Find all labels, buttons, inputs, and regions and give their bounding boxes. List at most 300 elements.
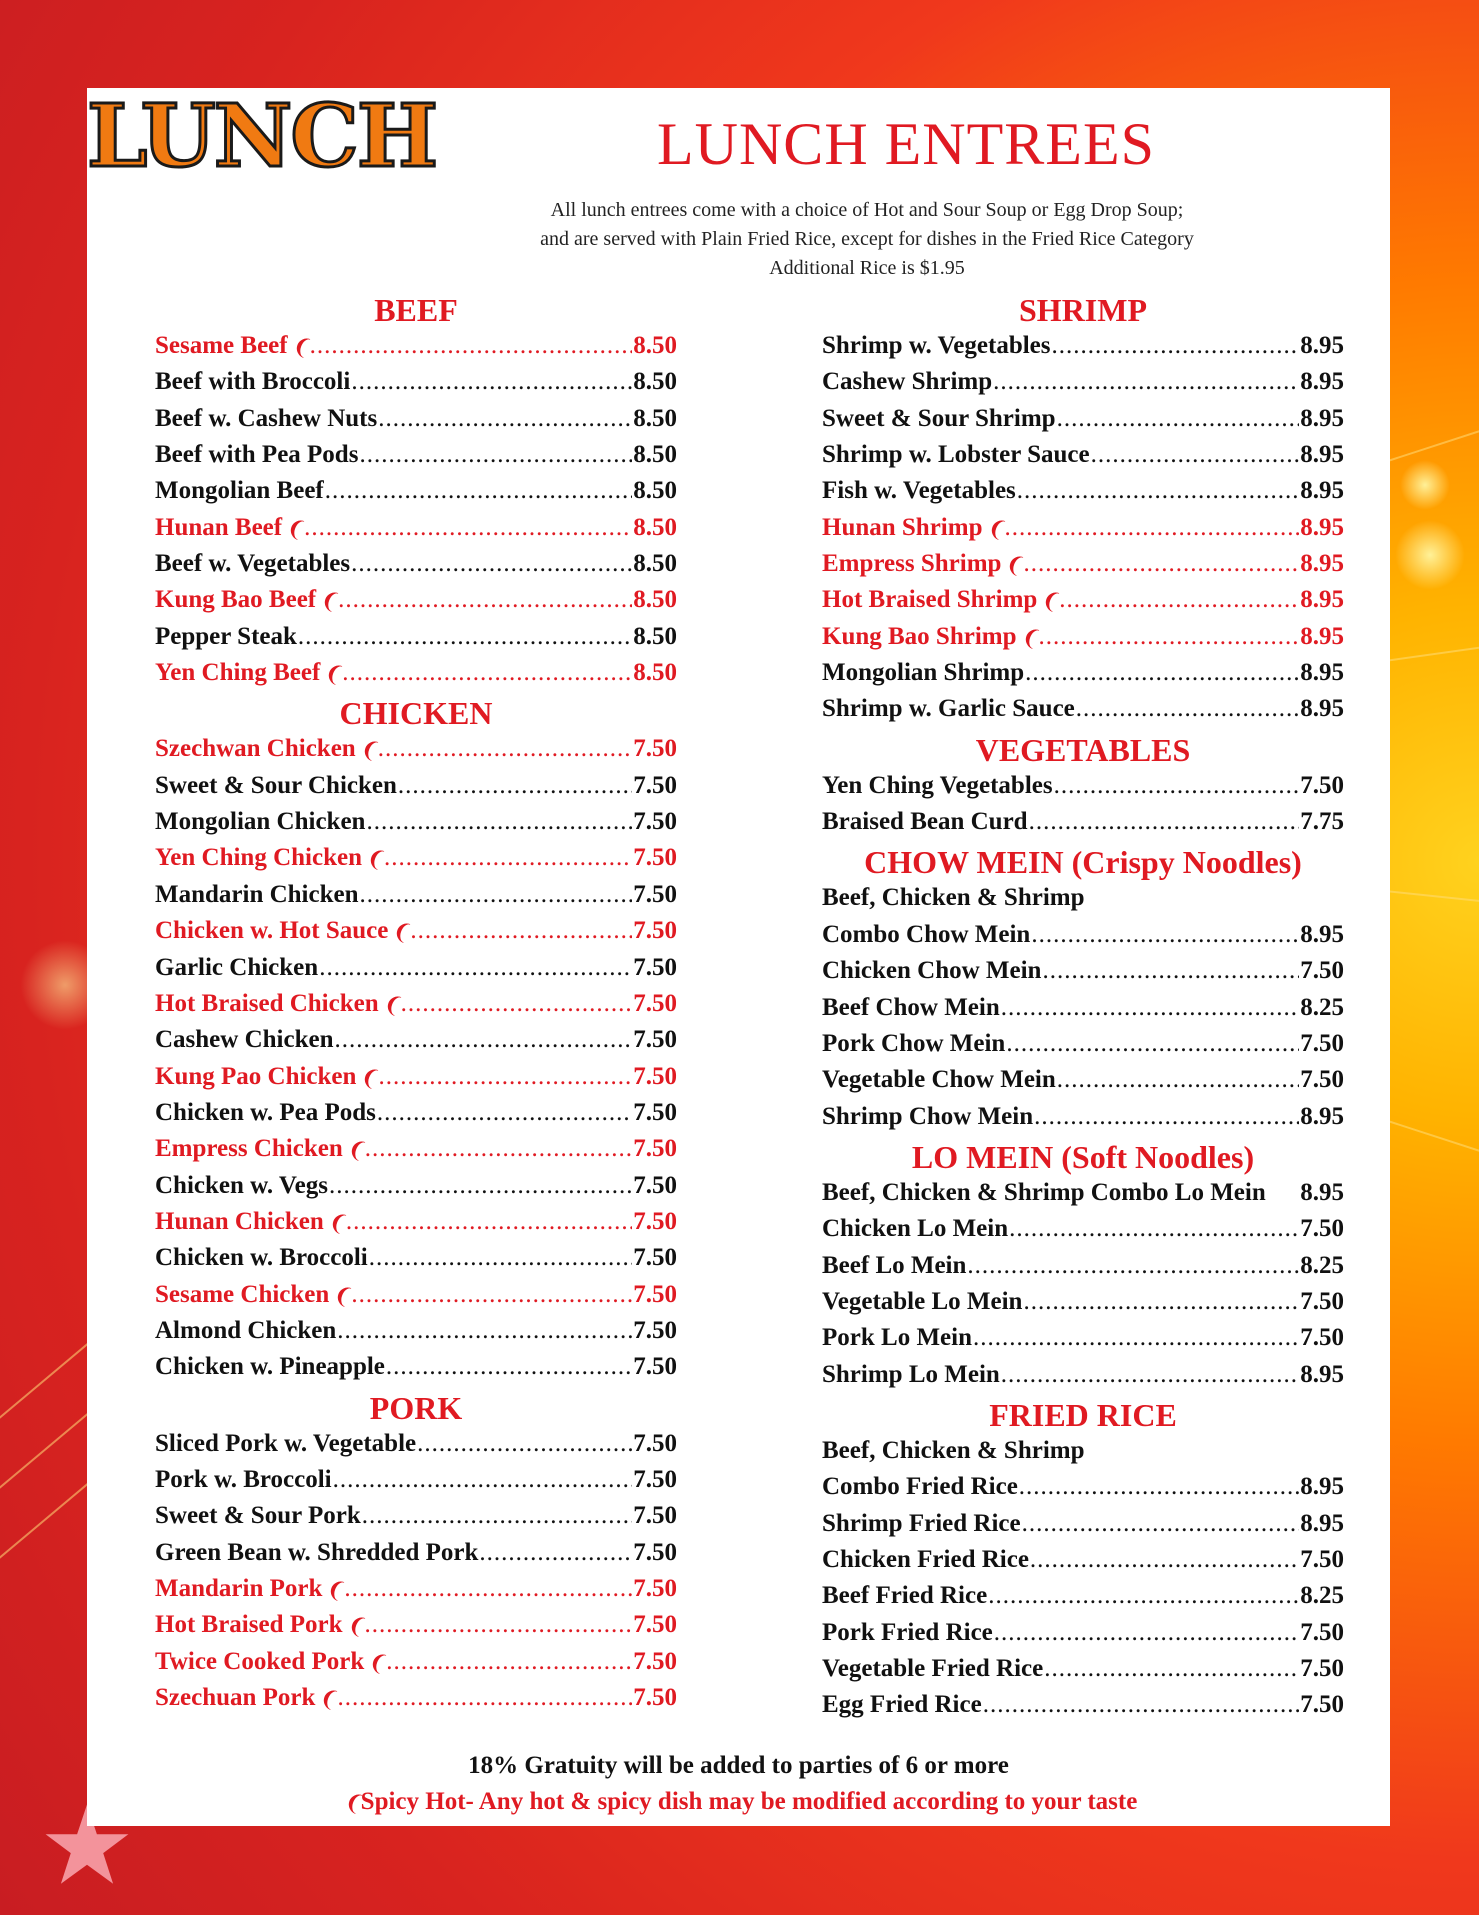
- menu-item: [822, 1284, 1344, 1320]
- chili-pepper-icon: ❨: [983, 513, 1010, 543]
- menu-item-name: Hunan Shrimp: [822, 513, 983, 541]
- menu-item-name: Braised Bean Curd: [822, 808, 1028, 836]
- dot-leader: [1001, 1357, 1299, 1393]
- menu-item-name: Sweet & Sour Chicken: [155, 771, 397, 799]
- menu-item-price: 7.50: [1300, 1029, 1344, 1057]
- lunch-logo: LUNCH: [87, 86, 437, 187]
- menu-item-price: 8.95: [1300, 550, 1344, 578]
- menu-item: [822, 1062, 1344, 1098]
- menu-item-name: Combo Chow Mein: [822, 920, 1031, 948]
- dot-leader: [384, 840, 632, 876]
- menu-item-price: 7.50: [1300, 1691, 1344, 1719]
- dot-leader: [304, 510, 632, 546]
- dot-leader: [1052, 328, 1300, 364]
- menu-item-price: 7.50: [633, 1647, 677, 1675]
- menu-item: [822, 655, 1344, 691]
- menu-item: [155, 950, 677, 986]
- menu-item-name: Chicken w. Hot Sauce: [155, 917, 389, 945]
- menu-item-price: 8.95: [1300, 477, 1344, 505]
- intro-line: and are served with Plain Fried Rice, except for dishes in the Fried Rice Category: [540, 228, 1194, 250]
- menu-item: [822, 1615, 1344, 1651]
- dot-leader: [417, 1426, 632, 1462]
- menu-item-price: 7.50: [1300, 1655, 1344, 1682]
- dot-leader: [1022, 1506, 1300, 1542]
- dot-leader: [298, 619, 632, 655]
- chili-pepper-icon: ❨: [365, 1647, 392, 1677]
- menu-item: [155, 437, 677, 473]
- menu-item-name: Vegetable Fried Rice: [822, 1655, 1044, 1682]
- section-note: Beef, Chicken & Shrimp: [822, 884, 1085, 912]
- menu-item-name: Beef w. Cashew Nuts: [155, 404, 378, 432]
- menu-item-price: 8.50: [633, 586, 677, 614]
- chili-pepper-icon: ❨: [389, 916, 416, 947]
- menu-item-name: Twice Cooked Pork: [155, 1647, 365, 1675]
- dot-leader: [1054, 768, 1300, 804]
- dot-leader: [1023, 546, 1299, 582]
- menu-item-name: Almond Chicken: [155, 1316, 337, 1344]
- menu-item: [822, 953, 1344, 989]
- menu-item: [822, 1687, 1344, 1723]
- section-title-pork: PORK: [369, 1389, 463, 1426]
- menu-item-price: 7.50: [633, 1207, 677, 1235]
- menu-item: [822, 1578, 1344, 1614]
- menu-item-name: Sesame Beef: [155, 332, 288, 359]
- menu-item-price: 7.50: [633, 1611, 677, 1639]
- menu-item: [155, 1313, 677, 1349]
- dot-leader: [335, 1022, 633, 1058]
- menu-item-price: 7.50: [633, 808, 677, 836]
- menu-item: [822, 401, 1344, 437]
- menu-item-name: Cashew Chicken: [155, 1026, 334, 1054]
- dot-leader: [1001, 990, 1300, 1026]
- intro-text: [367, 196, 1367, 283]
- menu-item-price: 8.95: [1300, 622, 1344, 650]
- dot-leader: [1019, 1469, 1299, 1505]
- menu-item: [822, 804, 1344, 840]
- section-title-lo-mein-soft-noodles: LO MEIN (Soft Noodles): [911, 1138, 1255, 1175]
- dot-leader: [1057, 401, 1300, 437]
- menu-item-price: 8.95: [1300, 332, 1344, 359]
- menu-item-price: 8.95: [1300, 441, 1344, 469]
- menu-item-name: Chicken Lo Mein: [822, 1215, 1009, 1243]
- menu-item: [822, 619, 1344, 655]
- menu-item-name: Mongolian Chicken: [155, 808, 366, 836]
- menu-item: [822, 510, 1344, 546]
- menu-item-name: Empress Chicken: [155, 1135, 343, 1163]
- section-title-beef: BEEF: [374, 292, 458, 328]
- menu-item-price: 8.50: [633, 441, 677, 469]
- menu-item: [822, 582, 1344, 618]
- menu-item: [155, 1462, 677, 1498]
- dot-leader: [1030, 1542, 1299, 1578]
- menu-item-price: 7.50: [633, 1280, 677, 1308]
- dot-leader: [366, 804, 632, 840]
- menu-item-name: Mandarin Pork: [155, 1575, 323, 1602]
- menu-item-price: 8.95: [1300, 1509, 1344, 1537]
- menu-item-name: Chicken w. Vegs: [155, 1171, 328, 1199]
- menu-item-price: 8.50: [633, 550, 677, 578]
- dot-leader: [325, 473, 633, 509]
- menu-item-price: 8.95: [1300, 368, 1344, 396]
- chili-pepper-icon: ❨: [379, 989, 406, 1020]
- menu-item-name: Chicken w. Broccoli: [155, 1244, 368, 1272]
- menu-item-name: Empress Shrimp: [822, 550, 1002, 578]
- page-title: LUNCH ENTREES: [657, 111, 1155, 177]
- menu-item: [155, 768, 677, 804]
- menu-item-name: Sliced Pork w. Vegetable: [155, 1429, 417, 1457]
- chili-pepper-icon: ❨: [344, 1134, 370, 1165]
- dot-leader: [479, 1535, 632, 1571]
- menu-item: [155, 1022, 677, 1058]
- dot-leader: [344, 1571, 632, 1607]
- dot-leader: [351, 1277, 632, 1313]
- menu-item: [822, 1026, 1344, 1062]
- section-title-fried-rice: FRIED RICE: [989, 1396, 1177, 1433]
- menu-item-name: Beef Lo Mein: [822, 1251, 967, 1279]
- dot-leader: [988, 1578, 1299, 1614]
- menu-item-price: 7.50: [633, 1062, 677, 1090]
- menu-item-price: 8.95: [1300, 920, 1344, 948]
- menu-item: [155, 1535, 677, 1571]
- dot-leader: [337, 1680, 632, 1716]
- menu-item: [822, 1651, 1344, 1687]
- menu-item-price: 7.50: [633, 1465, 677, 1493]
- dot-leader: [351, 364, 632, 400]
- intro-line: All lunch entrees come with a choice of Hot and Sour Soup or Egg Drop Soup;: [550, 199, 1184, 221]
- menu-item-price: 7.50: [633, 1135, 677, 1163]
- menu-item: [822, 1099, 1344, 1135]
- menu-item: [155, 1607, 677, 1643]
- menu-item-price: 7.50: [633, 844, 677, 872]
- menu-item-name: Pork Chow Mein: [822, 1029, 1006, 1057]
- menu-item-price: 8.50: [633, 368, 677, 396]
- menu-item-name: Hot Braised Chicken: [155, 989, 379, 1017]
- menu-item: [155, 804, 677, 840]
- dot-leader: [983, 1687, 1300, 1723]
- dot-leader: [378, 1059, 632, 1095]
- menu-item-price: 8.95: [1300, 513, 1344, 541]
- dot-leader: [378, 401, 632, 437]
- menu-item: [155, 1680, 677, 1716]
- menu-item-name: Shrimp Chow Mein: [822, 1102, 1034, 1130]
- dot-leader: [1031, 917, 1299, 953]
- dot-leader: [377, 1095, 632, 1131]
- menu-item: [155, 582, 677, 618]
- menu-item-name: Sweet & Sour Pork: [155, 1502, 361, 1530]
- menu-item-name: Szechwan Chicken: [155, 735, 356, 763]
- menu-item-name: Vegetable Lo Mein: [822, 1287, 1023, 1315]
- chili-pepper-icon: ❨: [288, 331, 315, 362]
- menu-item-price: 7.50: [633, 1316, 677, 1344]
- menu-item-price: 7.50: [633, 1244, 677, 1272]
- menu-item: [155, 1498, 677, 1534]
- menu-item-price: 8.95: [1300, 1102, 1344, 1130]
- menu-item: [155, 840, 677, 876]
- menu-item-name: Beef with Pea Pods: [155, 441, 359, 469]
- menu-item-price: 7.50: [1300, 1324, 1344, 1352]
- menu-item-price: 7.50: [633, 1353, 677, 1381]
- menu-item-price: 7.50: [633, 735, 677, 763]
- dot-leader: [1039, 619, 1300, 655]
- dot-leader: [360, 877, 633, 913]
- menu-item: [822, 917, 1344, 953]
- menu-item-price: 8.25: [1300, 1582, 1344, 1610]
- menu-item: [155, 1240, 677, 1276]
- spicy-legend-text: Spicy Hot- Any hot & spicy dish may be modified according to your taste: [360, 1788, 1138, 1815]
- menu-item: [155, 1168, 677, 1204]
- menu-item-price: 8.50: [633, 659, 677, 687]
- dot-leader: [1042, 953, 1299, 989]
- dot-leader: [1006, 1026, 1299, 1062]
- section-title-chicken: CHICKEN: [339, 695, 493, 732]
- menu-item-name: Mandarin Chicken: [155, 880, 359, 908]
- menu-item-price: 8.50: [633, 404, 677, 432]
- menu-item: [822, 1320, 1344, 1356]
- menu-item-name: Shrimp w. Lobster Sauce: [822, 441, 1090, 469]
- menu-item: [822, 1248, 1344, 1284]
- dot-leader: [351, 546, 632, 582]
- dot-leader: [1009, 1211, 1299, 1247]
- menu-item-price: 8.50: [633, 477, 677, 505]
- chili-pepper-icon: ❨: [343, 1610, 370, 1641]
- menu-item-price: 7.50: [1300, 771, 1344, 799]
- menu-item-name: Vegetable Chow Mein: [822, 1066, 1056, 1094]
- chili-pepper-icon: ❨: [1038, 585, 1065, 616]
- menu-item-name: Pork Lo Mein: [822, 1324, 972, 1352]
- menu-item-name: Chicken Chow Mein: [822, 957, 1042, 985]
- dot-leader: [1017, 473, 1299, 509]
- menu-item: [155, 401, 677, 437]
- menu-item-name: Green Bean w. Shredded Pork: [155, 1538, 479, 1566]
- menu-item-name: Mongolian Shrimp: [822, 659, 1025, 687]
- dot-leader: [365, 1131, 632, 1167]
- dot-leader: [410, 913, 632, 949]
- dot-leader: [1057, 1062, 1299, 1098]
- menu-item-price: 7.50: [633, 1429, 677, 1457]
- menu-item: [822, 1542, 1344, 1578]
- dot-leader: [993, 364, 1299, 400]
- menu-item-name: Yen Ching Vegetables: [822, 771, 1053, 799]
- dot-leader: [1005, 510, 1300, 546]
- menu-item-name: Chicken w. Pineapple: [155, 1353, 385, 1381]
- menu-item: [155, 328, 677, 364]
- dot-leader: [1023, 1284, 1299, 1320]
- menu-item-price: 7.50: [633, 989, 677, 1017]
- menu-item-name: Yen Ching Beef: [155, 659, 321, 687]
- menu-item: [155, 655, 677, 691]
- menu-item-price: 7.50: [633, 1171, 677, 1199]
- dot-leader: [333, 1462, 633, 1498]
- menu-item-name: Cashew Shrimp: [822, 368, 993, 396]
- menu-item: [822, 364, 1344, 400]
- menu-item-name: Shrimp w. Garlic Sauce: [822, 695, 1075, 723]
- menu-item-price: 8.25: [1300, 1251, 1344, 1279]
- dot-leader: [386, 1349, 632, 1385]
- dot-leader: [967, 1248, 1299, 1284]
- menu-item-name: Beef Fried Rice: [822, 1582, 988, 1610]
- chili-pepper-icon: ❨: [340, 1787, 367, 1818]
- menu-item: [822, 1211, 1344, 1247]
- chili-pepper-icon: ❨: [330, 1279, 357, 1310]
- dot-leader: [401, 986, 633, 1022]
- menu-item-name: Hot Braised Shrimp: [822, 586, 1038, 614]
- menu-item-price: 7.50: [633, 1026, 677, 1054]
- menu-item: [155, 986, 677, 1022]
- dot-leader: [319, 950, 632, 986]
- menu-item-price: 7.50: [633, 917, 677, 945]
- menu-item: [155, 1426, 677, 1462]
- dot-leader: [1091, 437, 1300, 473]
- menu-item: [155, 1571, 677, 1607]
- menu-item: [822, 1469, 1344, 1505]
- menu-item: [822, 437, 1344, 473]
- menu-item-price: 7.50: [1300, 1545, 1344, 1573]
- menu-item-name: Sesame Chicken: [155, 1280, 330, 1308]
- dot-leader: [359, 437, 632, 473]
- section-note: Beef, Chicken & Shrimp: [822, 1436, 1085, 1464]
- menu-item-price: 7.50: [633, 1098, 677, 1126]
- dot-leader: [1059, 582, 1299, 618]
- menu-item-price: 7.50: [1300, 1066, 1344, 1094]
- dot-leader: [329, 1168, 632, 1204]
- menu-item-name: Pepper Steak: [155, 622, 297, 650]
- menu-item: [155, 877, 677, 913]
- menu-item-price: 7.50: [633, 771, 677, 799]
- dot-leader: [1034, 1099, 1299, 1135]
- menu-item-price: 8.95: [1300, 695, 1344, 723]
- spicy-legend: [87, 1788, 1390, 1816]
- menu-item: [155, 546, 677, 582]
- menu-item: [155, 1204, 677, 1240]
- chili-pepper-icon: ❨: [283, 513, 310, 543]
- menu-item-price: 8.25: [1300, 993, 1344, 1021]
- dot-leader: [338, 582, 632, 618]
- menu-item-price: 7.50: [1300, 1215, 1344, 1243]
- menu-item-name: Combo Fried Rice: [822, 1473, 1018, 1501]
- menu-item-price: 7.75: [1300, 808, 1344, 836]
- menu-item-name: Yen Ching Chicken: [155, 844, 362, 872]
- chili-pepper-icon: ❨: [363, 843, 390, 874]
- gratuity-note: 18% Gratuity will be added to parties of 6 or more: [468, 1752, 1009, 1779]
- menu-item-name: Kung Bao Shrimp: [822, 622, 1017, 650]
- chili-pepper-icon: ❨: [1017, 622, 1044, 652]
- menu-item-name: Hot Braised Pork: [155, 1611, 343, 1639]
- menu-item-name: Kung Pao Chicken: [155, 1062, 357, 1090]
- dot-leader: [369, 1240, 633, 1276]
- menu-item: [822, 1506, 1344, 1542]
- menu-item: [822, 1175, 1344, 1211]
- chili-pepper-icon: ❨: [323, 1574, 350, 1605]
- menu-item-price: 8.95: [1300, 1178, 1344, 1206]
- menu-item-price: 8.95: [1300, 659, 1344, 687]
- menu-item: [822, 990, 1344, 1026]
- left-menu-column: [155, 288, 677, 1716]
- menu-item-name: Egg Fried Rice: [822, 1691, 982, 1719]
- chili-pepper-icon: ❨: [325, 1207, 352, 1238]
- menu-item: [155, 731, 677, 767]
- menu-item-price: 7.50: [1300, 957, 1344, 985]
- menu-item: [822, 546, 1344, 582]
- menu-item: [822, 328, 1344, 364]
- section-title-vegetables: VEGETABLES: [975, 731, 1191, 768]
- menu-item: [155, 1095, 677, 1131]
- menu-item-name: Beef w. Vegetables: [155, 550, 351, 578]
- chili-pepper-icon: ❨: [1002, 549, 1029, 580]
- section-title-chow-mein-crispy-noodles: CHOW MEIN (Crispy Noodles): [864, 844, 1302, 881]
- menu-item-name: Shrimp w. Vegetables: [822, 332, 1051, 359]
- right-menu-column: [822, 288, 1344, 1724]
- menu-item: [822, 473, 1344, 509]
- dot-leader: [365, 1607, 633, 1643]
- menu-item-price: 7.50: [633, 880, 677, 908]
- dot-leader: [994, 1615, 1299, 1651]
- menu-item-name: Pork w. Broccoli: [155, 1465, 332, 1493]
- chili-pepper-icon: ❨: [357, 734, 383, 765]
- menu-item: [822, 1357, 1344, 1393]
- dot-leader: [386, 1644, 632, 1680]
- menu-item-name: Shrimp Lo Mein: [822, 1360, 1000, 1388]
- menu-item-name: Sweet & Sour Shrimp: [822, 404, 1056, 432]
- menu-item: [155, 1059, 677, 1095]
- dot-leader: [362, 1498, 632, 1534]
- dot-leader: [1029, 804, 1300, 840]
- menu-panel: [87, 88, 1390, 1826]
- menu-item-name: Hunan Beef: [155, 513, 283, 541]
- menu-item-name: Beef Chow Mein: [822, 993, 1000, 1021]
- menu-item: [155, 364, 677, 400]
- menu-item-price: 7.50: [633, 1538, 677, 1566]
- menu-item-name: Garlic Chicken: [155, 953, 319, 981]
- menu-item-name: Szechuan Pork: [155, 1684, 316, 1712]
- dot-leader: [346, 1204, 632, 1240]
- menu-item-price: 7.50: [633, 953, 677, 981]
- menu-item-name: Beef with Broccoli: [155, 368, 351, 396]
- menu-item: [155, 1644, 677, 1680]
- menu-item-name: Beef, Chicken & Shrimp Combo Lo Mein: [822, 1178, 1266, 1206]
- menu-item-name: Pork Fried Rice: [822, 1618, 993, 1646]
- menu-item: [155, 1131, 677, 1167]
- dot-leader: [342, 655, 632, 691]
- menu-item: [155, 1277, 677, 1313]
- menu-item-price: 8.95: [1300, 1360, 1344, 1388]
- menu-item-name: Kung Bao Beef: [155, 586, 317, 614]
- dot-leader: [973, 1320, 1299, 1356]
- menu-item: [155, 1349, 677, 1385]
- menu-item-name: Mongolian Beef: [155, 477, 324, 505]
- dot-leader: [310, 328, 633, 364]
- menu-item: [822, 768, 1344, 804]
- menu-item-price: 8.95: [1300, 404, 1344, 432]
- dot-leader: [398, 768, 632, 804]
- menu-item-name: Fish w. Vegetables: [822, 477, 1016, 505]
- menu-item: [155, 619, 677, 655]
- dot-leader: [1044, 1651, 1299, 1687]
- menu-item-name: Shrimp Fried Rice: [822, 1509, 1021, 1537]
- menu-item-price: 8.50: [633, 332, 677, 359]
- menu-item-name: Chicken w. Pea Pods: [155, 1098, 376, 1126]
- dot-leader: [1076, 691, 1299, 727]
- dot-leader: [1025, 655, 1299, 691]
- chili-pepper-icon: ❨: [357, 1061, 384, 1092]
- menu-item-price: 7.50: [633, 1575, 677, 1602]
- dot-leader: [337, 1313, 632, 1349]
- chili-pepper-icon: ❨: [316, 1683, 343, 1714]
- menu-item-price: 8.95: [1300, 586, 1344, 614]
- menu-item-price: 7.50: [633, 1684, 677, 1712]
- menu-item-price: 8.50: [633, 513, 677, 541]
- menu-item: [822, 691, 1344, 727]
- menu-item-name: Hunan Chicken: [155, 1207, 324, 1235]
